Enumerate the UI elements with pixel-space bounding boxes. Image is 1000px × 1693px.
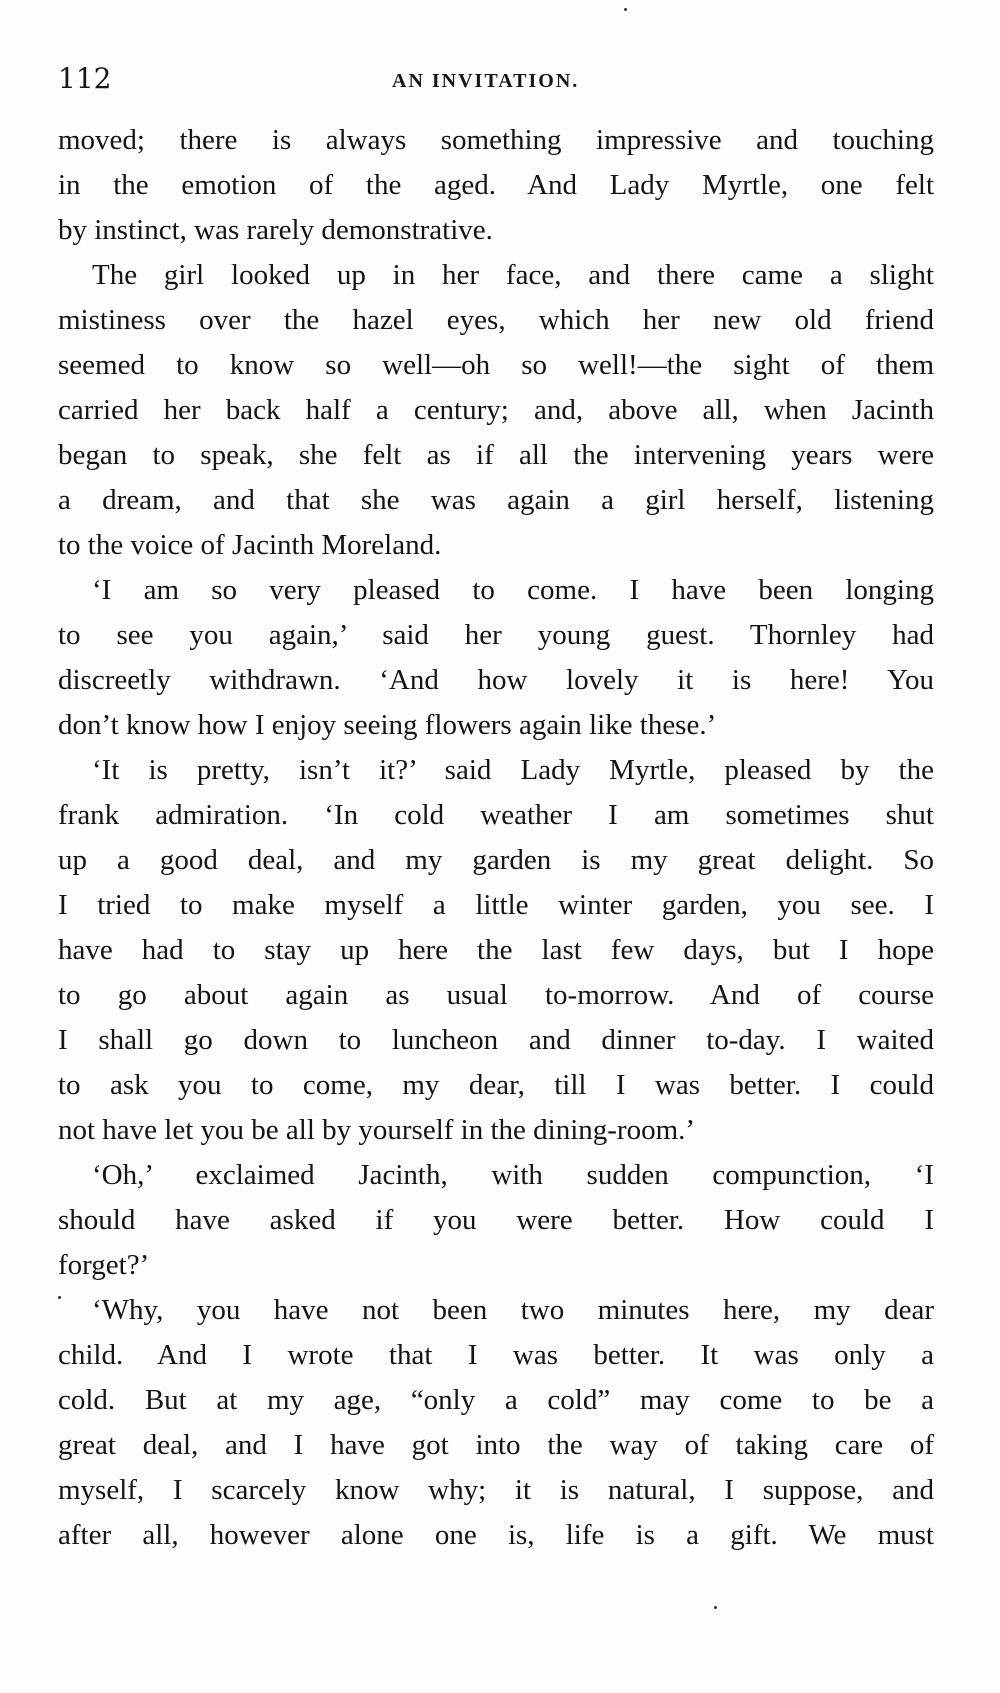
text-line: up a good deal, and my garden is my great delight. So (58, 844, 934, 876)
text-line: seemed to know so well—oh so well!—the sight of them (58, 349, 934, 381)
text-line: child. And I wrote that I was better. It was only a (58, 1339, 934, 1371)
text-line: The girl looked up in her face, and there came a slight (92, 259, 934, 291)
text-line: ‘Oh,’ exclaimed Jacinth, with sudden compunction, ‘I (92, 1159, 934, 1191)
body-text (58, 118, 934, 1558)
text-line: cold. But at my age, “only a cold” may come to be a (58, 1384, 934, 1416)
text-line: discreetly withdrawn. ‘And how lovely it is here! You (58, 664, 934, 696)
text-line: by instinct, was rarely demonstrative. (58, 214, 493, 246)
text-line: to ask you to come, my dear, till I was better. I could (58, 1069, 934, 1101)
scan-speck (714, 1606, 717, 1609)
running-head: AN INVITATION. (392, 70, 580, 92)
text-line: ‘I am so very pleased to come. I have been longing (92, 574, 934, 606)
text-line: great deal, and I have got into the way of taking care of (58, 1429, 934, 1461)
text-line: in the emotion of the aged. And Lady Myrtle, one felt (58, 169, 934, 201)
text-line: carried her back half a century; and, above all, when Jacinth (58, 394, 934, 426)
text-line: should have asked if you were better. How could I (58, 1204, 934, 1236)
text-line: moved; there is always something impressive and touching (58, 124, 934, 156)
text-line: began to speak, she felt as if all the intervening years were (58, 439, 934, 471)
text-line: not have let you be all by yourself in the dining-room.’ (58, 1114, 696, 1146)
text-line: forget?’ (58, 1249, 150, 1281)
text-line: frank admiration. ‘In cold weather I am sometimes shut (58, 799, 934, 831)
text-line: ‘It is pretty, isn’t it?’ said Lady Myrtle, pleased by the (92, 754, 934, 786)
page-number: 112 (58, 62, 112, 95)
text-line: don’t know how I enjoy seeing flowers again like these.’ (58, 709, 717, 741)
scan-speck (624, 8, 627, 11)
text-line: mistiness over the hazel eyes, which her new old friend (58, 304, 934, 336)
text-line: to go about again as usual to-morrow. And of course (58, 979, 934, 1011)
text-line: I tried to make myself a little winter garden, you see. I (58, 889, 934, 921)
text-line: I shall go down to luncheon and dinner to-day. I waited (58, 1024, 934, 1056)
text-line: ‘Why, you have not been two minutes here, my dear (92, 1294, 934, 1326)
page-header (58, 62, 934, 102)
scan-speck (58, 1296, 61, 1299)
text-line: a dream, and that she was again a girl herself, listening (58, 484, 934, 516)
text-line: to see you again,’ said her young guest. Thornley had (58, 619, 934, 651)
text-line: to the voice of Jacinth Moreland. (58, 529, 442, 561)
text-line: have had to stay up here the last few days, but I hope (58, 934, 934, 966)
text-line: myself, I scarcely know why; it is natural, I suppose, and (58, 1474, 934, 1506)
text-line: after all, however alone one is, life is a gift. We must (58, 1519, 934, 1551)
